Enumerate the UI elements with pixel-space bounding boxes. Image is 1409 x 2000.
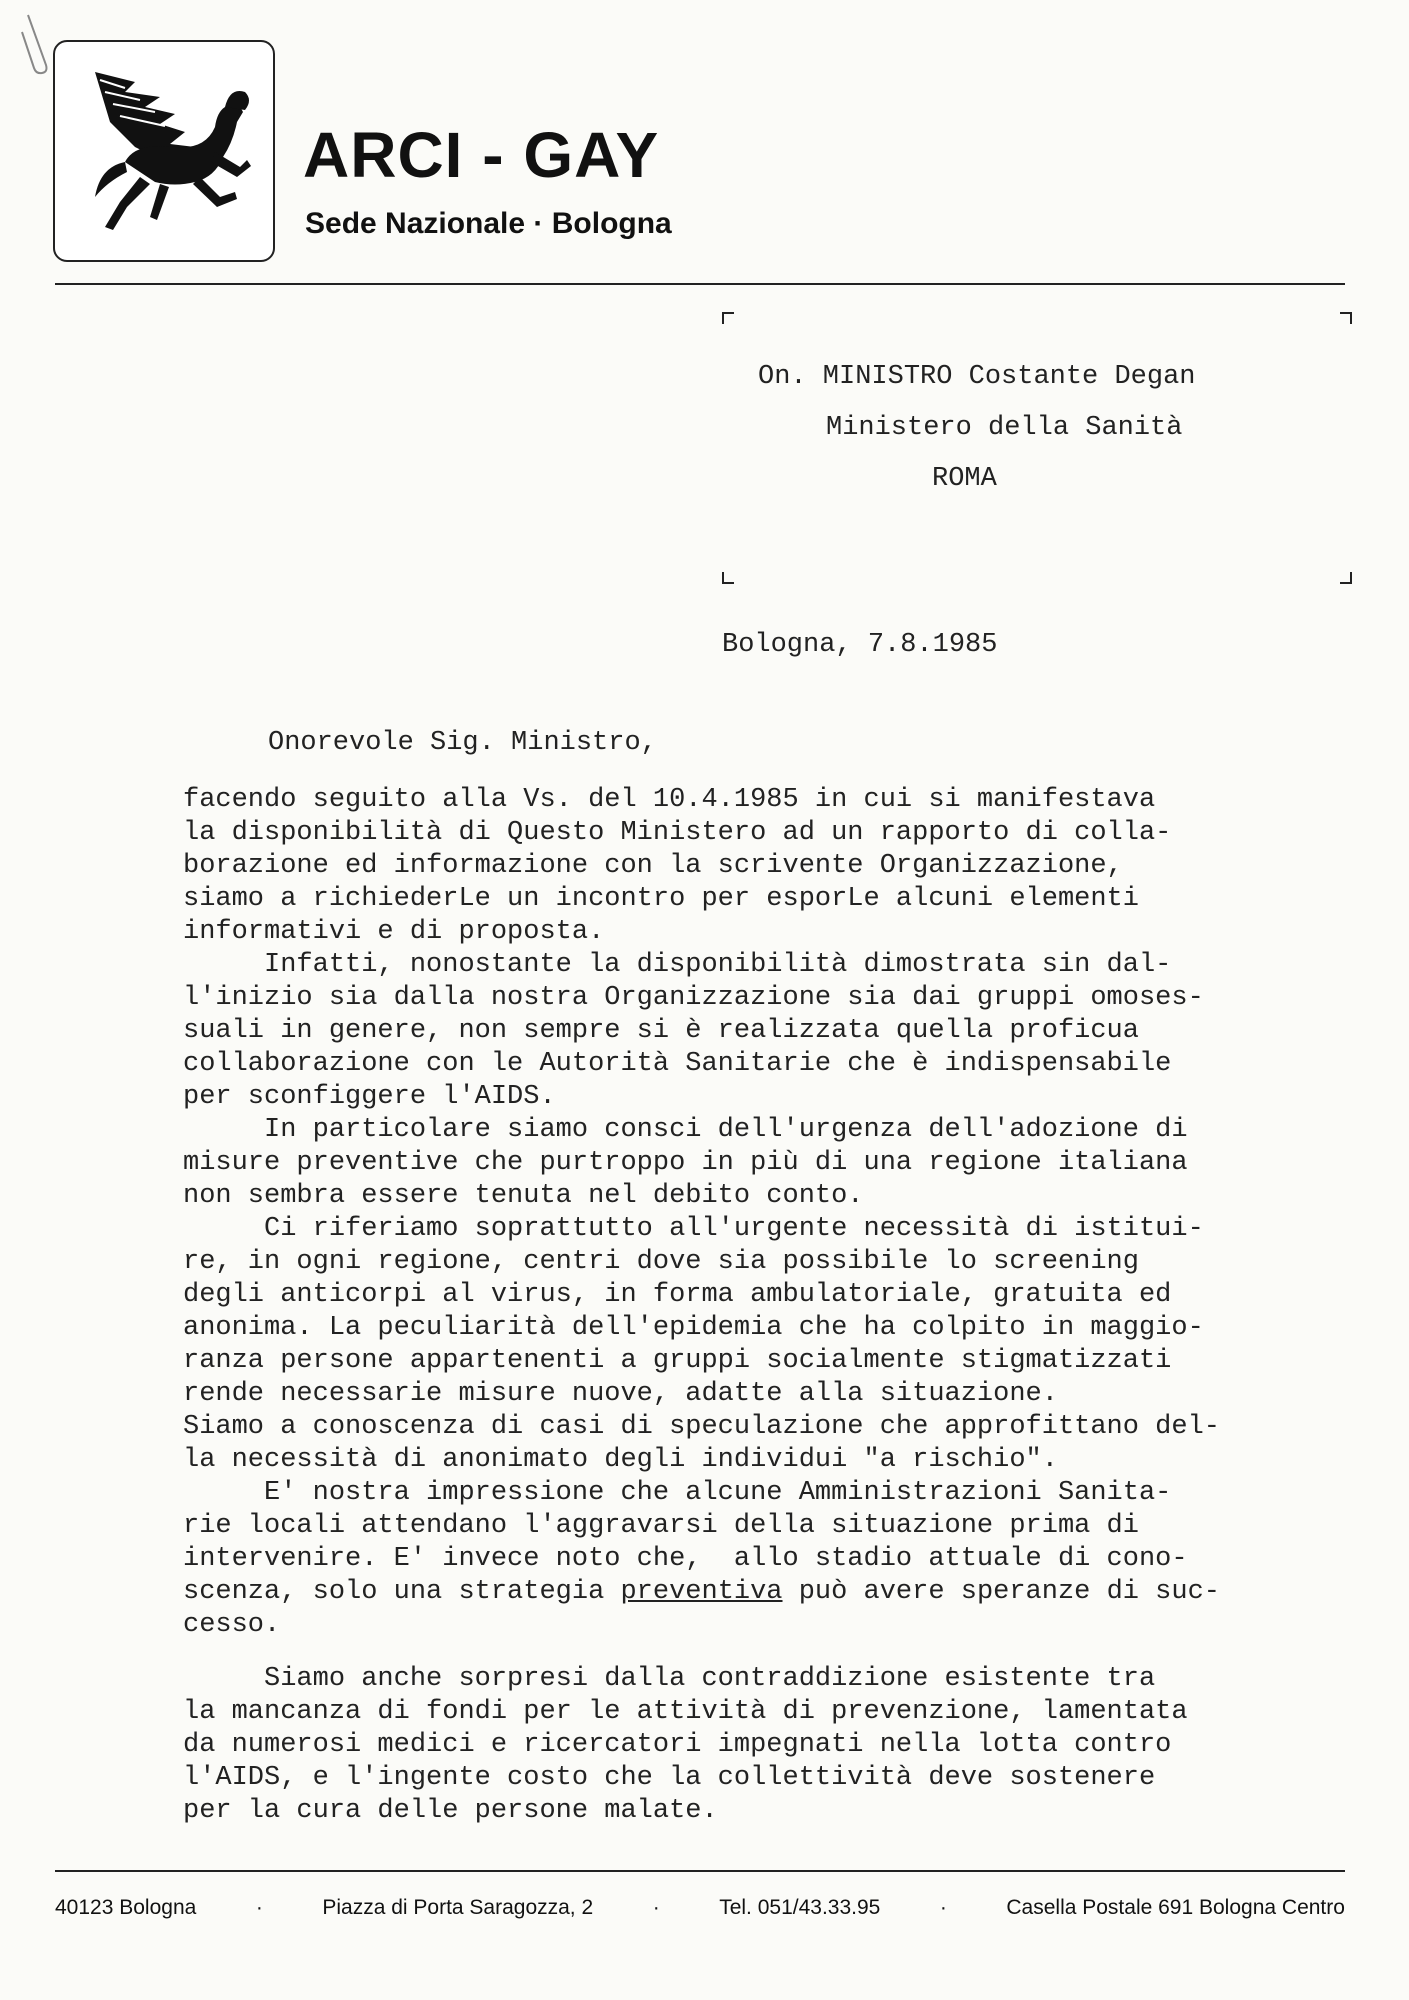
date-line: Bologna, 7.8.1985: [722, 630, 998, 660]
body-line: Siamo anche sorpresi dalla contraddizione esistente tra: [183, 1664, 1156, 1694]
footer: [55, 1896, 1345, 1920]
body-line: intervenire. E' invece noto che, allo stadio attuale di cono-: [183, 1544, 1188, 1574]
body-line: l'AIDS, e l'ingente costo che la collettività deve sostenere: [183, 1763, 1156, 1793]
body-line: suali in genere, non sempre si è realizzata quella proficua: [183, 1016, 1139, 1046]
body-line: siamo a richiederLe un incontro per esporLe alcuni elementi: [183, 884, 1139, 914]
body-line: Siamo a conoscenza di casi di speculazione che approfittano del-: [183, 1412, 1220, 1442]
body-line: rie locali attendano l'aggravarsi della situazione prima di: [183, 1511, 1139, 1541]
organization-subtitle: Sede Nazionale · Bologna: [305, 207, 672, 240]
address-corner-top-right: [1340, 312, 1352, 324]
body-line: In particolare siamo consci dell'urgenza dell'adozione di: [183, 1115, 1188, 1145]
footer-separator: ·: [652, 1896, 660, 1919]
body-line: per sconfiggere l'AIDS.: [183, 1082, 556, 1112]
address-corner-top-left: [722, 312, 734, 324]
body-line: l'inizio sia dalla nostra Organizzazione sia dai gruppi omoses-: [183, 983, 1204, 1013]
text-segment: può avere speranze di suc-: [782, 1577, 1220, 1607]
body-line: da numerosi medici e ricercatori impegnati nella lotta contro: [183, 1730, 1172, 1760]
body-line: informativi e di proposta.: [183, 917, 605, 947]
footer-street: Piazza di Porta Saragozza, 2: [322, 1896, 594, 1919]
recipient-name: On. MINISTRO Costante Degan: [758, 362, 1196, 392]
logo: [53, 40, 275, 262]
body-line-emphasis: [183, 1576, 1220, 1609]
organization-name: ARCI - GAY: [303, 119, 660, 191]
body-line: re, in ogni regione, centri dove sia possibile lo screening: [183, 1247, 1139, 1277]
footer-separator: ·: [939, 1896, 947, 1919]
body-line: la necessità di anonimato degli individui "a rischio".: [183, 1445, 1058, 1475]
body-line: non sembra essere tenuta nel debito conto.: [183, 1181, 864, 1211]
body-line: anonima. La peculiarità dell'epidemia che ha colpito in maggio-: [183, 1313, 1204, 1343]
body-line: la mancanza di fondi per le attività di prevenzione, lamentata: [183, 1697, 1188, 1727]
address-corner-bottom-right: [1340, 572, 1352, 584]
body-line: rende necessarie misure nuove, adatte alla situazione.: [183, 1379, 1058, 1409]
paper-clip-icon: [20, 10, 50, 80]
footer-separator: ·: [255, 1896, 263, 1919]
recipient-ministry: Ministero della Sanità: [826, 413, 1183, 443]
address-corner-bottom-left: [722, 572, 734, 584]
body-line: Infatti, nonostante la disponibilità dimostrata sin dal-: [183, 950, 1172, 980]
footer-phone: Tel. 051/43.33.95: [719, 1896, 881, 1919]
header-divider: [55, 283, 1345, 285]
pegasus-logo-icon: [65, 52, 261, 248]
body-line: borazione ed informazione con la scrivente Organizzazione,: [183, 851, 1123, 881]
body-line: cesso.: [183, 1610, 281, 1640]
text-segment: scenza, solo una strategia: [183, 1577, 621, 1607]
body-line: per la cura delle persone malate.: [183, 1796, 718, 1826]
footer-divider: [55, 1870, 1345, 1872]
body-line: la disponibilità di Questo Ministero ad un rapporto di colla-: [183, 818, 1172, 848]
body-line: E' nostra impressione che alcune Amministrazioni Sanita-: [183, 1478, 1172, 1508]
footer-address: 40123 Bologna: [55, 1896, 197, 1919]
body-line: facendo seguito alla Vs. del 10.4.1985 in cui si manifestava: [183, 785, 1156, 815]
body-line: degli anticorpi al virus, in forma ambulatoriale, gratuita ed: [183, 1280, 1172, 1310]
body-line: Ci riferiamo soprattutto all'urgente necessità di istitui-: [183, 1214, 1204, 1244]
underlined-word: preventiva: [620, 1577, 783, 1607]
salutation: Onorevole Sig. Ministro,: [268, 728, 657, 758]
footer-po-box: Casella Postale 691 Bologna Centro: [1006, 1896, 1345, 1919]
body-line: ranza persone appartenenti a gruppi socialmente stigmatizzati: [183, 1346, 1172, 1376]
body-line: misure preventive che purtroppo in più di una regione italiana: [183, 1148, 1188, 1178]
recipient-city: ROMA: [932, 464, 997, 494]
body-line: collaborazione con le Autorità Sanitarie che è indispensabile: [183, 1049, 1172, 1079]
